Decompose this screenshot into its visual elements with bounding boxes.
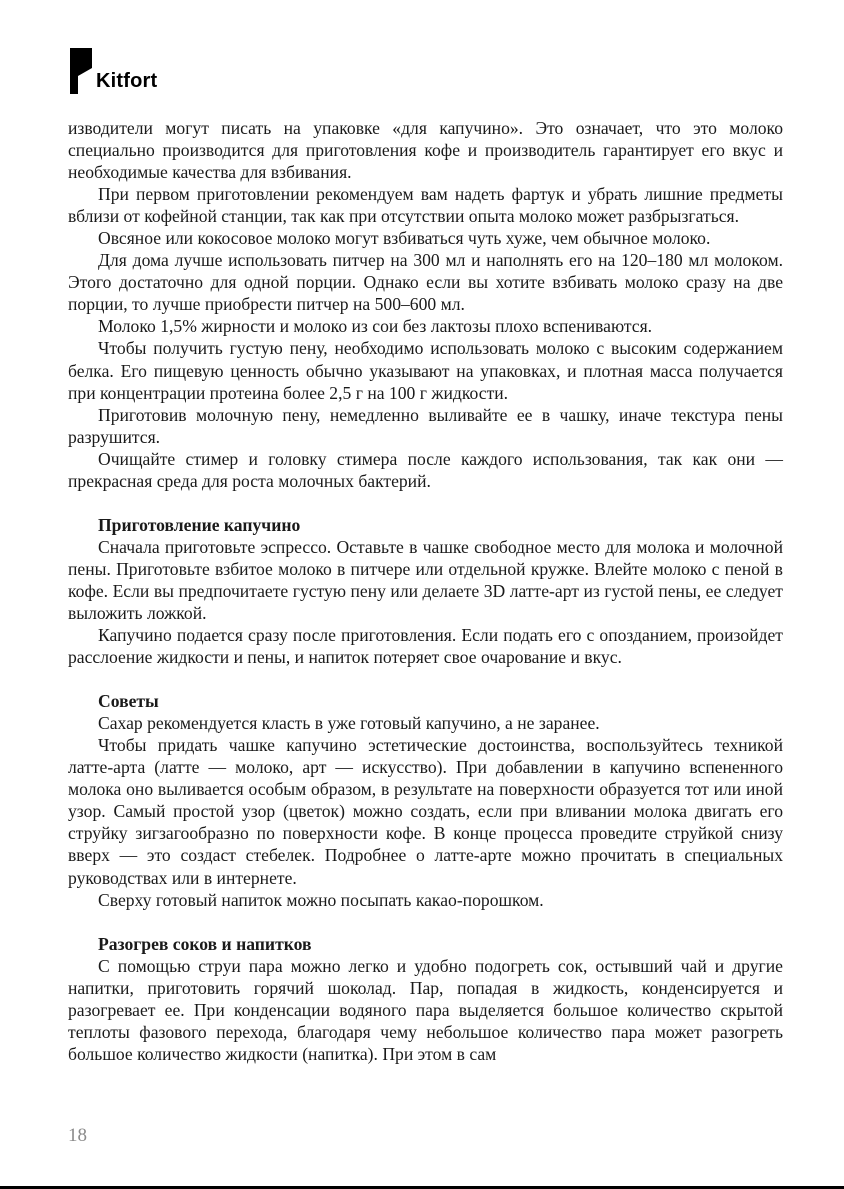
kitfort-logo-icon bbox=[68, 48, 94, 94]
page-number: 18 bbox=[68, 1125, 87, 1146]
paragraph: При первом приготовлении рекомендуем вам надеть фартук и убрать лишние предметы вблизи от кофейной станции, так как при отсутствии опыта молоко может разбрызгаться. bbox=[68, 184, 783, 227]
paragraph: Сначала приготовьте эспрессо. Оставьте в чашке свободное место для молока и молочной пены. Приготовьте взбитое молоко в питчере или отдельной кружке. Влейте молоко с пеной в кофе. Если вы предпочитаете густую пену или делаете 3D латте-арт из густой пены, ее следует выложить ложкой. bbox=[68, 536, 783, 623]
section-heading-tips: Советы bbox=[98, 691, 159, 712]
paragraph: С помощью струи пара можно легко и удобно подогреть сок, остывший чай и другие напитки, приготовить горячий шоколад. Пар, попадая в жидкость, конденсируется и разогревает ее. При конденсации водяного пара выделяется большое количество скрытой теплоты фазового перехода, благодаря чему небольшое количество пара может разогреть большое количество жидкости (напитка). При этом в сам bbox=[68, 955, 783, 1064]
section-heading-cappuccino: Приготовление капучино bbox=[98, 514, 301, 535]
brand-logo bbox=[68, 48, 157, 94]
paragraph: Чтобы получить густую пену, необходимо использовать молоко с высоким содержанием белка. Его пищевую ценность обычно указывают на упаковках, и плотная масса получается при концентрации протеина более 2,5 г на 100 г жидкости. bbox=[68, 338, 783, 403]
paragraph: Сахар рекомендуется класть в уже готовый капучино, а не заранее. bbox=[98, 713, 600, 734]
paragraph: Капучино подается сразу после приготовления. Если подать его с опозданием, произойдет расслоение жидкости и пены, и напиток потеряет свое очарование и вкус. bbox=[68, 625, 783, 668]
paragraph: изводители могут писать на упаковке «для капучино». Это означает, что это молоко специально производится для приготовления кофе и производитель гарантирует его вкус и необходимые качества для взбивания. bbox=[68, 118, 783, 183]
brand-name: Kitfort bbox=[96, 70, 158, 92]
page-body bbox=[68, 117, 783, 1065]
section-heading-heating: Разогрев соков и напитков bbox=[98, 933, 312, 954]
paragraph: Сверху готовый напиток можно посыпать какао-порошком. bbox=[98, 889, 544, 910]
paragraph: Очищайте стимер и головку стимера после каждого использования, так как они — прекрасная среда для роста молочных бактерий. bbox=[68, 448, 783, 491]
paragraph: Для дома лучше использовать питчер на 300 мл и наполнять его на 120–180 мл молоком. Этого достаточно для одной порции. Однако если вы хотите взбивать молоко сразу на две порции, то лучше приобрести питчер на 500–600 мл. bbox=[68, 250, 783, 315]
paragraph: Овсяное или кокосовое молоко могут взбиваться чуть хуже, чем обычное молоко. bbox=[98, 228, 711, 249]
paragraph: Чтобы придать чашке капучино эстетические достоинства, воспользуйтесь техникой латте-арта (латте — молоко, арт — искусство). При добавлении в капучино вспененного молока оно выливается особым образом, в результате на поверхности образуется тот или иной узор. Самый простой узор (цветок) можно создать, если при вливании молока двигать его струйку зигзагообразно по поверхности кофе. В конце процесса проведите струйкой снизу вверх — это создаст стебелек. Подробнее о латте-арте можно прочитать в специальных руководствах или в интернете. bbox=[68, 735, 783, 888]
paragraph: Приготовив молочную пену, немедленно выливайте ее в чашку, иначе текстура пены разрушится. bbox=[68, 404, 783, 447]
paragraph: Молоко 1,5% жирности и молоко из сои без лактозы плохо вспениваются. bbox=[98, 316, 653, 337]
